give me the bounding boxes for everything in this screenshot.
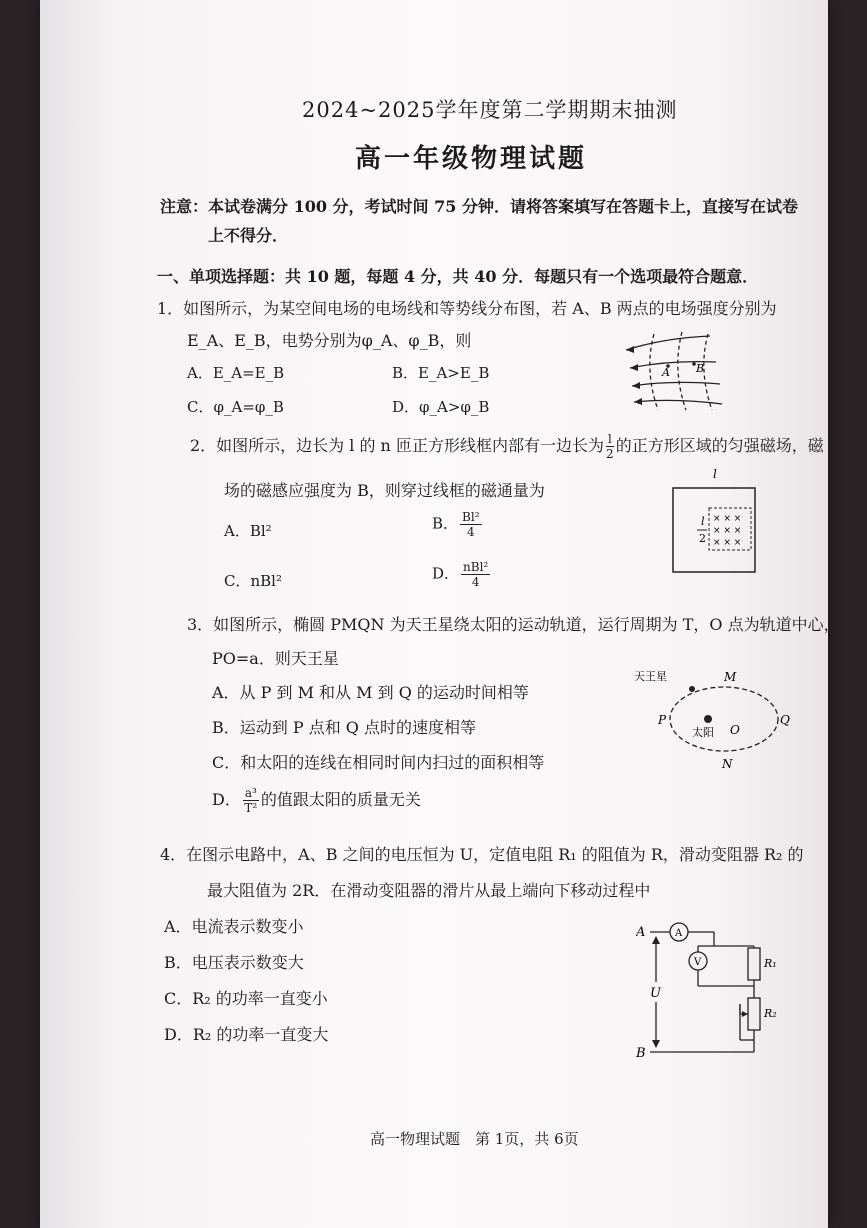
q4-terminal-a: A [636,925,646,940]
q4-option-a: A．电流表示数变小 [164,917,304,936]
q3-n-label: N [722,757,733,771]
q1-stem-line-1: 1．如图所示，为某空间电场的电场线和等势线分布图，若 A、B 两点的电场强度分别为 [157,299,777,318]
q3-option-b: B．运动到 P 点和 Q 点时的速度相等 [212,718,476,737]
q1-option-a: A．E_A=E_B [187,364,285,382]
q2-option-d-den: 4 [471,575,480,589]
q4-r2-label: R₂ [764,1007,777,1020]
q2-option-d-fraction [461,560,490,589]
q3-p-label: P [658,713,667,727]
q3-sun-label: 太阳 [692,726,714,739]
q2-option-c: C．nBl² [224,572,282,590]
q3-stem-line-1: 3．如图所示，椭圆 PMQN 为天王星绕太阳的运动轨道，运行周期为 T，O 点为轨道中心， [187,615,840,634]
q2-side-label: l [713,468,717,481]
q3-option-d-suffix: 的值跟太阳的质量无关 [260,790,421,809]
q2-cross-row-3: × × × [713,538,742,548]
q1-field-diagram [624,330,724,412]
q4-terminal-b: B [636,1046,646,1061]
q3-o-label: O [730,723,740,737]
q4-r1-label: R₁ [764,957,777,970]
q2-stem-line-2: 场的磁感应强度为 B，则穿过线框的磁通量为 [224,481,545,500]
q2-option-d-num: nBl² [463,560,489,574]
q3-option-d-prefix: D． [212,790,241,809]
q3-option-d-num: a³ [244,786,257,800]
q2-frac-num: l [607,432,612,446]
q2-option-d-prefix: D． [432,564,460,583]
q4-voltage-u: U [650,986,661,1001]
exam-subtitle: 高一年级物理试题 [355,144,588,174]
section-heading: 一、单项选择题：共 10 题，每题 4 分，共 40 分．每题只有一个选项最符合题意． [157,267,759,286]
q3-q-label: Q [780,713,790,727]
q3-option-c: C．和太阳的连线在相同时间内扫过的面积相等 [212,753,545,772]
q4-stem-line-1: 4．在图示电路中，A、B 之间的电压恒为 U，定值电阻 R₁ 的阻值为 R，滑动变阻器 R₂ 的 [160,845,804,864]
q4-circuit-diagram [636,918,796,1066]
q3-m-label: M [724,670,737,684]
q3-planet-label: 天王星 [634,670,667,683]
q4-option-d: D．R₂ 的功率一直变大 [164,1025,329,1044]
q2-stem-part-1: 2．如图所示，边长为 l 的 n 匝正方形线框内部有一边长为 [190,436,604,455]
q4-voltmeter-label: V [694,957,702,968]
exam-title: 2024~2025学年度第二学期期末抽测 [302,98,678,122]
q2-option-b-prefix: B． [432,514,459,533]
q3-stem-line-2: PO=a．则天王星 [212,649,339,668]
q2-option-b-den: 4 [466,525,475,539]
q4-ammeter-label: A [675,928,683,939]
q3-option-d-den: T² [244,801,258,815]
q1-option-b: B．E_A>E_B [392,364,490,382]
exam-page [40,0,840,1228]
q1-stem-line-2: E_A、E_B，电势分别为φ_A、φ_B，则 [187,331,472,350]
q2-coil-diagram [665,468,765,578]
q2-option-b-fraction [460,510,481,539]
q2-frac-den: 2 [606,447,614,461]
q1-option-c: C．φ_A=φ_B [187,398,284,416]
notice-line-2: 上不得分． [208,226,289,245]
q2-option-d [432,560,492,589]
q4-stem-line-2: 最大阻值为 2R．在滑动变阻器的滑片从最上端向下移动过程中 [207,881,651,900]
q3-option-a: A．从 P 到 M 和从 M 到 Q 的运动时间相等 [212,683,529,702]
q2-option-b-num: Bl² [462,510,480,524]
q2-stem-fraction [606,432,614,461]
q3-option-d-fraction [243,786,259,815]
page-footer: 高一物理试题 第 1页，共 6页 [370,1130,579,1148]
q2-cross-row-1: × × × [713,514,742,524]
q2-stem-line-1 [190,432,824,461]
q4-option-c: C．R₂ 的功率一直变小 [164,989,328,1008]
q3-option-d [212,786,421,815]
notice-line-1: 注意：本试卷满分 100 分，考试时间 75 分钟．请将答案填写在答题卡上，直接写在试卷 [160,197,798,216]
q1-option-d: D．φ_A>φ_B [392,398,490,416]
q2-option-b [432,510,484,539]
q2-stem-part-2: 的正方形区域的匀强磁场，磁 [615,436,824,455]
q2-option-a: A．Bl² [224,522,272,540]
q2-half-den: 2 [699,532,706,545]
q1-point-b-label: B [696,362,705,375]
q3-orbit-diagram [628,664,798,776]
q1-point-a-label: A [662,366,670,379]
q2-half-num: l [701,515,705,528]
q2-cross-row-2: × × × [713,526,742,536]
q4-option-b: B．电压表示数变大 [164,953,304,972]
